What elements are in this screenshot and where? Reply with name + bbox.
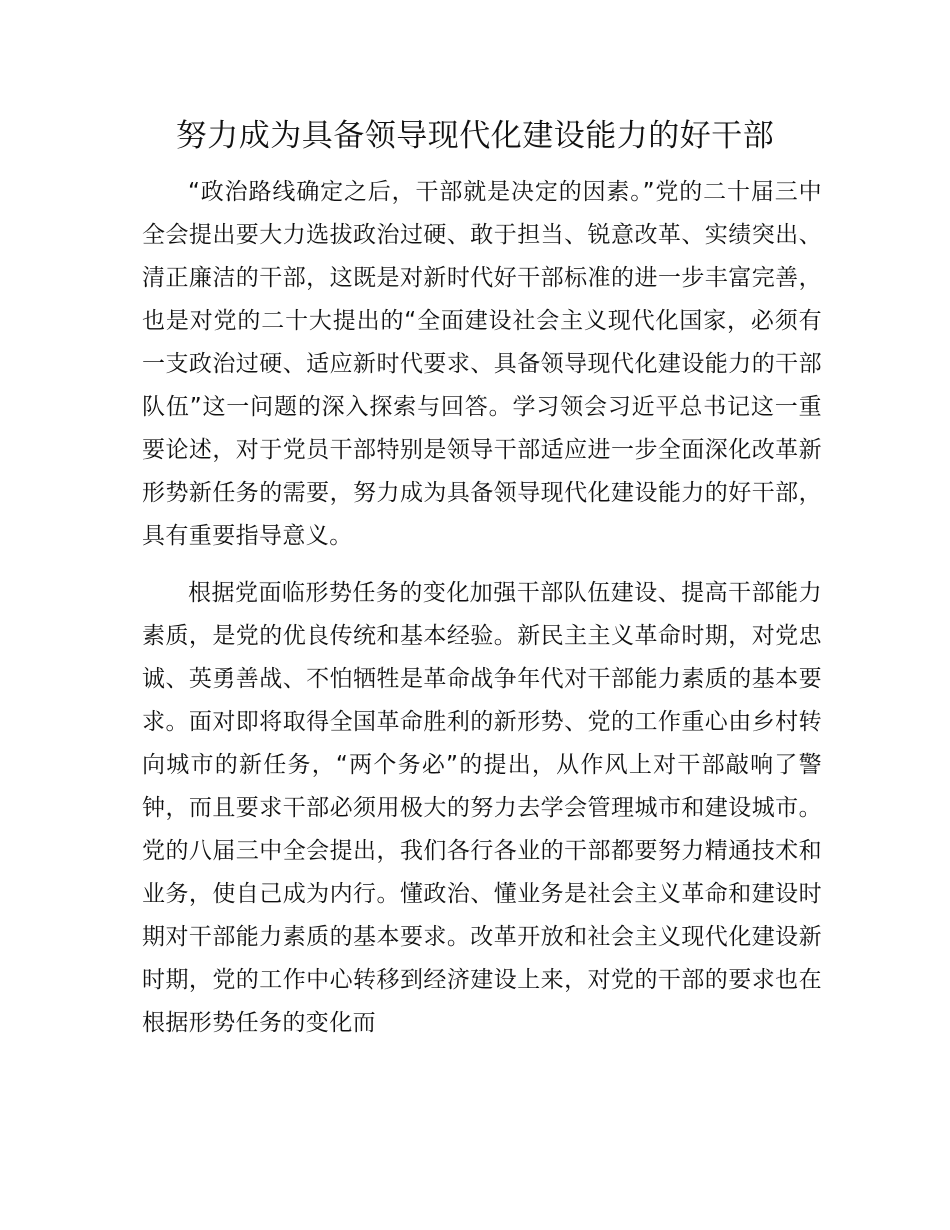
paragraph-1: “政治路线确定之后，干部就是决定的因素。”党的二十届三中全会提出要大力选拔政治过硬、敢于担当、锐意改革、实绩突出、清正廉洁的干部，这既是对新时代好干部标准的进一步丰富完善，也是对党的二十大提出的“全面建设社会主义现代化国家，必须有一支政治过硬、适应新时代要求、具备领导现代化建设能力的干部队伍”这一问题的深入探索与回答。学习领会习近平总书记这一重要论述，对于党员干部特别是领导干部适应进一步全面深化改革新形势新任务的需要，努力成为具备领导现代化建设能力的好干部，具有重要指导意义。 — [142, 179, 822, 549]
document-title: 努力成为具备领导现代化建设能力的好干部 — [175, 118, 775, 154]
paragraph-2: 根据党面临形势任务的变化加强干部队伍建设、提高干部能力素质，是党的优良传统和基本经验。新民主主义革命时期，对党忠诚、英勇善战、不怕牺牲是革命战争年代对干部能力素质的基本要求。面对即将取得全国革命胜利的新形势、党的工作重心由乡村转向城市的新任务，“两个务必”的提出，从作风上对干部敲响了警钟，而且要求干部必须用极大的努力去学会管理城市和建设城市。党的八届三中全会提出，我们各行各业的干部都要努力精通技术和业务，使自己成为内行。懂政治、懂业务是社会主义革命和建设时期对干部能力素质的基本要求。改革开放和社会主义现代化建设新时期，党的工作中心转移到经济建设上来，对党的干部的要求也在根据形势任务的变化而 — [142, 580, 822, 1036]
document-body — [142, 171, 822, 1045]
